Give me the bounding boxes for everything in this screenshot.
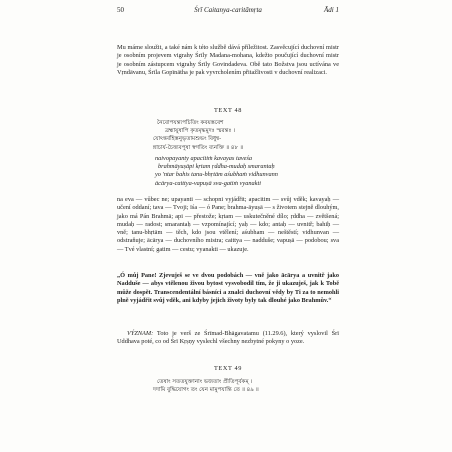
- text-48-heading: TEXT 48: [213, 107, 243, 114]
- purport-label: VÝZNAM:: [127, 330, 154, 337]
- translit-line: yo 'ntar bahis tanu-bhṛtām aśubhaṁ vidhunvann: [155, 171, 278, 179]
- verse-line: নৈবোপযন্ত্যপচিতিং কবয়স্তবেশ: [157, 120, 224, 126]
- verse-line: যোঽন্তর্বহিস্তনুভৃতামশুভং বিধুন্ব-: [153, 136, 222, 143]
- translit-line: naivopayanty apacitiṁ kavayas taveśa: [155, 155, 253, 162]
- intro-paragraph: Mu máme sloužit, a také nám k této službě dává příležitost. Zasvěcující duchovní mistr je osobním projevem vigrahy Śrīly Madana-mohana, kdežto poučující duchovní mistr je osobním zástupcem vigrahy Śrīly Govindadeva. Obě tato Božstva jsou uctívána ve Vṛndāvanu, Śrīla Gopīnātha je pak vyvrcholením přitažlivosti v duchovní realizaci.: [117, 44, 339, 76]
- text-48-transliteration: [117, 155, 377, 188]
- translit-line: brahmāyuṣāpi kṛtam ṛddha-mudaḥ smarantaḥ: [158, 163, 275, 171]
- word-by-word: na eva — vůbec ne; upayanti — schopni vyjádřit; apacitim — svůj vděk; kavayaḥ — učení oddaní; tava — Tvoji; īśa — ó Pane; brahma-āyuṣā — s životem stejně dlouhým, jako má Pán Brahmā; api — přestože; kṛtam — uskutečněné dílo; ṛddha — zvětšená; mudaḥ — radost; smarantaḥ — vzpomínající; yaḥ — kdo; antaḥ — uvnitř; bahiḥ — vně; tanu-bhṛtām — těch, kdo jsou vtělení; aśubham — neštěstí; vidhunvan — odstraňuje; ācārya — duchovního mistra; caittya — nadduše; vapuṣā — podobou; sva — Tvé vlastní; gatim — cestu; vyanakti — ukazuje.: [117, 196, 339, 253]
- page-number: 50: [117, 6, 124, 14]
- purport-text: Toto je verš ze Śrīmad-Bhāgavatamu (11.29.6), který vyslovil Śrī Uddhava poté, co od Śrī Kṛṣṇy vyslechl všechny nezbytné pokyny o yoze.: [117, 330, 339, 346]
- running-header: [117, 4, 339, 16]
- book-title: Śrī Caitanya-caritāmṛta: [194, 6, 262, 14]
- text-49-heading: TEXT 49: [213, 365, 243, 372]
- text-48-devanagari: [117, 119, 339, 152]
- verse-line: তেষাং সততযুক্তানাং ভজতাং প্রীতিপূর্বকম্ ।: [157, 379, 253, 385]
- chapter-label: Ādi 1: [324, 6, 339, 14]
- verse-line: ন্নাচার্য-চৈত্ত্যবপুষা স্বগতিং ব্যনক্তি ॥ ৪৮ ॥: [153, 144, 244, 151]
- purport: [117, 330, 339, 347]
- text-49-devanagari: [117, 378, 339, 394]
- translit-line: ācārya-caittya-vapuṣā sva-gatiṁ vyanakti: [155, 179, 261, 187]
- translation: „Ó můj Pane! Zjevuješ se ve dvou podobách — vně jako ācārya a uvnitř jako Nadduše — abys vtělenou živou bytost vysvobodil tím, že ji ukazuješ, jak k Tobě může dospět. Transcendentální básníci a znalci duchovní vědy by Ti za to nemohli plně vyjádřit svůj vděk, ani kdyby jejich životy byly tak dlouhé jako Brahmův.“: [117, 272, 339, 304]
- verse-line: ব্রহ্মায়ুষাপি কৃতমৃদ্ধমুদঃ স্মরন্তঃ ।: [165, 128, 236, 135]
- verse-line: দদামি বুদ্ধিযোগং তং যেন মামুপযান্তি তে ॥ ৪৯ ॥: [153, 387, 259, 394]
